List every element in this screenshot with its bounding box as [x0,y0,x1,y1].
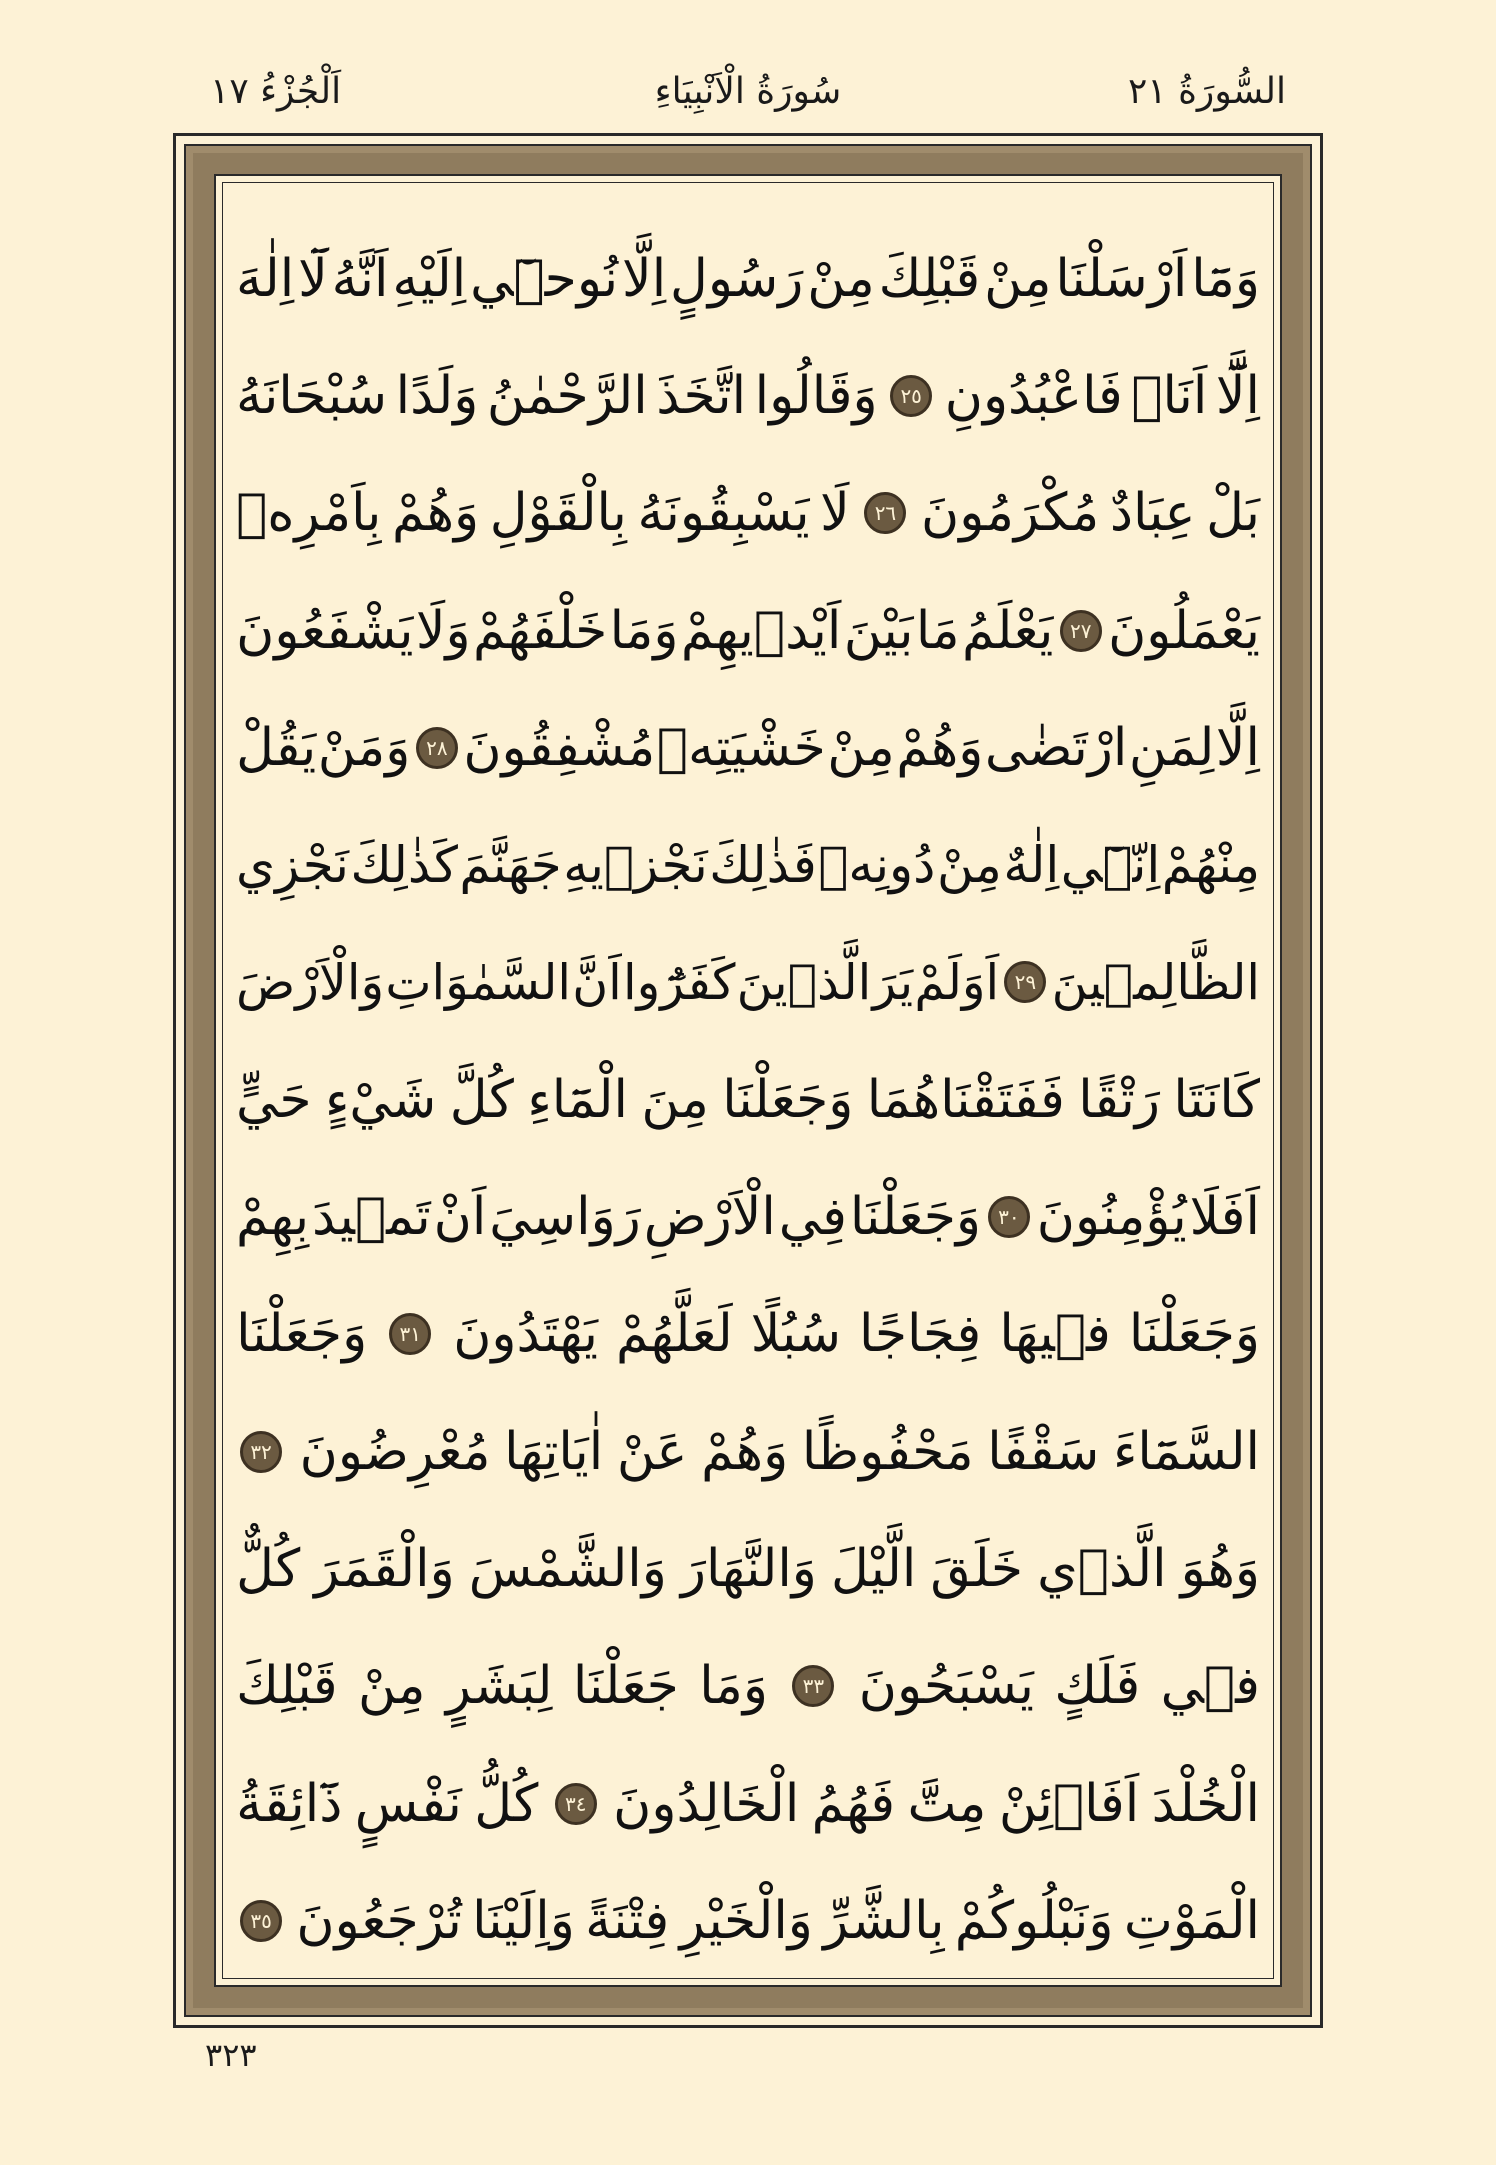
verse-word: لَا [820,483,850,544]
verse-word: اَوَلَمْ [914,953,1000,1011]
page-header [210,62,1286,122]
verse-word: سُبُلًا [750,1304,842,1365]
verse-word: الْمَوْتِ [1123,1890,1260,1951]
verse-line [236,1276,1260,1393]
verse-word: مُعْرِضُونَ [299,1421,491,1482]
verse-word: وَهُوَ [1180,1538,1260,1599]
verse-word: وَجَعَلْنَا [236,1304,368,1365]
verse-word: وَالْاَرْضَ [236,953,385,1011]
verse-word: اَنَا۬ [1131,365,1208,426]
verse-word: كَذٰلِكَ [350,836,458,895]
verse-word: قَبْلِكَ [236,1656,338,1717]
verse-word: مِنْ [936,836,1002,895]
verse-word: الَّذ۪ينَ [736,953,872,1011]
verse-word: خَلَقَ [930,1538,1024,1599]
verse-word: الْخَالِدُونَ [613,1773,800,1834]
verse-word: تُرْجَعُونَ [296,1890,462,1951]
verse-word: يُؤْمِنُونَ [1036,1187,1187,1248]
verse-line [236,220,1260,337]
verse-word: وَمَا [699,1656,769,1717]
verse-line [236,337,1260,454]
verse-line [236,1393,1260,1510]
verse-word: مِنْ [827,717,895,778]
verse-word: لِبَشَرٍ [445,1656,553,1717]
verse-word: وَاِلَيْنَا [472,1890,575,1951]
verse-word: اِنّ۪ٓي [1060,836,1161,895]
verse-word: فَذٰلِكَ [709,836,817,895]
verse-word: كَفَرُٓوا [623,953,736,1011]
verse-word: وَقَالُوا [754,365,878,426]
verse-word: الَّيْلَ [830,1538,917,1599]
verse-word: مُكْرَمُونَ [921,483,1100,544]
verse-word: اَيْد۪يهِمْ [680,600,842,661]
verse-line [236,1862,1260,1979]
ayah-number-marker: ٢٨ [416,727,458,769]
verse-word: يَعْلَمُ [961,600,1054,661]
verse-word: يَهْتَدُونَ [453,1304,598,1365]
verse-word: الَّذ۪ي [1037,1538,1167,1599]
verse-word: وَنَبْلُوكُمْ [954,1890,1114,1951]
verse-word: مَا [915,600,960,661]
verse-line [236,1510,1260,1627]
verse-word: مِنْ [984,248,1052,309]
verse-word: يَعْمَلُونَ [1108,600,1260,661]
verse-word: جَعَلْنَا [572,1656,679,1717]
verse-word: مِنَ [641,1069,709,1130]
verse-word: اَنَّهُ [331,248,389,309]
verse-word: فِجَاجًا [859,1304,982,1365]
verse-word: كَانَتَا [1173,1069,1260,1130]
verse-word: خَلْفَهُمْ [473,600,608,661]
verse-word: وَلَدًا [395,365,479,426]
verse-word: مِنْهُمْ [1161,836,1260,895]
verse-word: مِنْ [358,1656,426,1717]
verse-word: رَوَاسِيَ [489,1187,641,1248]
verse-line [236,689,1260,806]
verse-word: جَهَنَّمَ [459,836,562,895]
ayah-number-marker: ٣٢ [240,1431,282,1473]
ayah-number-marker: ٣٠ [988,1196,1030,1238]
verse-word: وَجَعَلْنَا [849,1187,981,1248]
ayah-number-marker: ٣٥ [240,1900,282,1942]
verse-word: اتَّخَذَ [656,365,747,426]
verse-line [236,1745,1260,1862]
verse-word: تَم۪يدَ [311,1187,431,1248]
verse-word: كُلَّ [449,1069,514,1130]
verse-word: فَلَكٍ [1054,1656,1141,1717]
ayah-number-marker: ٢٩ [1004,961,1046,1003]
ayah-number-marker: ٣٣ [792,1665,834,1707]
surah-number-label: السُّورَةُ ٢١ [1127,71,1286,112]
verse-word: يَشْفَعُونَ [236,600,414,661]
verse-word: بِالشَّرِّ [823,1890,945,1951]
verse-word: اِلَيْهِ [392,248,467,309]
verse-word: سُبْحَانَهُ [236,365,388,426]
verse-word: لَٓا [298,248,328,309]
verse-word: مُشْفِقُونَ [463,717,656,778]
verse-word: وَهُمْ [701,1421,789,1482]
verse-word: فَفَتَقْنَاهُمَا [866,1069,1065,1130]
verse-line [236,806,1260,923]
verse-word: الظَّالِم۪ينَ [1051,953,1260,1011]
verse-word: مَحْفُوظًا [801,1421,974,1482]
verse-word: وَلَا [415,600,471,661]
surah-name-title: سُورَةُ الْاَنْبِيَاءِ [654,71,842,112]
verse-word: وَمَٓا [1191,248,1260,309]
verse-word: اِلٰهَ [236,248,295,309]
verse-word: نَجْز۪يهِ [563,836,708,895]
verse-word: الْمَٓاءِ [527,1069,628,1130]
verse-word: اَفَا۬ئِنْ [998,1773,1140,1834]
verse-word: الْاَرْضِ [643,1187,776,1248]
verse-word: الرَّحْمٰنُ [486,365,648,426]
verse-word: وَهُمْ [392,483,480,544]
verse-word: بِهِمْ [236,1187,310,1248]
verse-word: وَالنَّهَارَ [680,1538,817,1599]
verse-word: اِلَّٓا [1215,365,1260,426]
verse-word: اِلَّا [622,248,667,309]
verse-word: مِنْ [807,248,875,309]
verse-word: وَمَا [609,600,679,661]
verse-word: يَقُلْ [236,717,317,778]
verse-word: ارْتَضٰى [984,717,1128,778]
verse-word: حَيٍّ [236,1069,312,1130]
verse-line [236,1628,1260,1745]
verse-word: ف۪ي [1160,1656,1260,1717]
verse-word: وَجَعَلْنَا [722,1069,854,1130]
juz-label: اَلْجُزْءُ ١٧ [210,71,342,112]
ayah-number-marker: ٢٦ [864,492,906,534]
verse-word: وَمَنْ [317,717,411,778]
verse-line [236,572,1260,689]
verse-word: السَّمَٓاءَ [1112,1421,1260,1482]
verse-word: بِالْقَوْلِ [489,483,627,544]
verse-word: نَفْسٍ [354,1773,462,1834]
verse-word: بَلْ [1206,483,1260,544]
verse-word: نُوحٖٓي [470,248,619,309]
verse-word: اٰيَاتِهَا [504,1421,604,1482]
verse-word: كُلٌّ [236,1538,301,1599]
verse-word: عَنْ [616,1421,688,1482]
verse-word: نَجْزِي [236,836,349,895]
verse-word: قَبْلِكَ [878,248,981,309]
verse-word: يَرَ [872,953,914,1011]
verse-word: عِبَادٌ [1109,483,1196,544]
verse-line [236,1158,1260,1275]
verse-word: رَسُولٍ [670,248,804,309]
verse-word: يَسْبَحُونَ [858,1656,1034,1717]
verse-word: يَسْبِقُونَهُ [637,483,810,544]
verse-word: وَالْقَمَرَ [314,1538,455,1599]
verse-word: شَيْءٍ [324,1069,437,1130]
verse-word: وَجَعَلْنَا [1128,1304,1260,1365]
ayah-number-marker: ٣١ [389,1313,431,1355]
verse-word: فِي [778,1187,847,1248]
verse-word: اِلٰهٌ [1003,836,1060,895]
verse-word: ف۪يهَا [999,1304,1111,1365]
verse-word: دُونِهٖ [818,836,936,895]
page-number: ٣٢٣ [205,2036,257,2074]
verse-line [236,1041,1260,1158]
ayah-number-marker: ٣٤ [555,1783,597,1825]
verse-word: السَّمٰوَاتِ [385,953,571,1011]
verse-word: اَنْ [433,1187,487,1248]
verse-word: اِلَّا [1215,717,1260,778]
verse-line [236,924,1260,1041]
verse-word: الْخُلْدَ [1151,1773,1260,1834]
verse-word: اَفَلَا [1189,1187,1260,1248]
verse-word: وَالْخَيْرِ [679,1890,813,1951]
verse-word: فَاعْبُدُونِ [944,365,1123,426]
verse-word: رَتْقًا [1078,1069,1160,1130]
verse-word: اَرْسَلْنَا [1055,248,1188,309]
verse-word: فِتْنَةً [585,1890,670,1951]
verse-line [236,455,1260,572]
verse-word: وَهُمْ [896,717,984,778]
ayah-number-marker: ٢٧ [1060,610,1102,652]
verse-word: بَيْنَ [843,600,914,661]
verse-word: لَعَلَّهُمْ [615,1304,733,1365]
verse-word: ذَٓائِقَةُ [236,1773,343,1834]
verse-word: اَنَّ [572,953,622,1011]
verse-word: مِتَّ [907,1773,987,1834]
ayah-number-marker: ٢٥ [890,375,932,417]
verse-word: بِاَمْرِهٖ [236,483,382,544]
verse-word: سَقْفًا [987,1421,1100,1482]
verse-text-block [236,220,1260,1980]
verse-word: فَهُمُ [811,1773,896,1834]
verse-word: خَشْيَتِهٖ [656,717,826,778]
verse-word: وَالشَّمْسَ [468,1538,667,1599]
verse-word: لِمَنِ [1128,717,1215,778]
verse-word: كُلُّ [474,1773,539,1834]
